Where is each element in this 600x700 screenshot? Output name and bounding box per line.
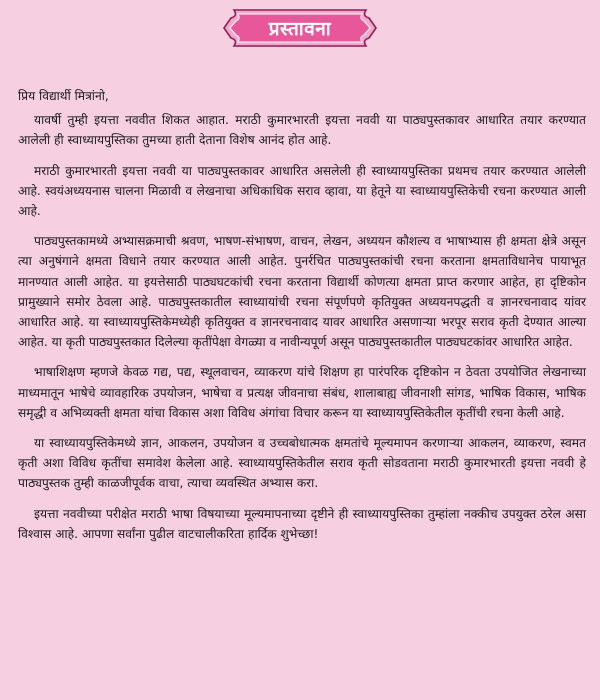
paragraph-1: यावर्षी तुम्ही इयत्ता नववीत शिकत आहात. मराठी कुमारभारती इयत्ता नववी या पाठ्यपुस्तकावर आधारित तयार करण्यात आलेली ही स्वाध्यायपुस्तिका तुमच्या हाती देताना विशेष आनंद होत आहे. bbox=[18, 113, 586, 148]
paragraph-3: पाठ्यपुस्तकामध्ये अभ्यासक्रमाची श्रवण, भाषण-संभाषण, वाचन, लेखन, अध्ययन कौशल्य व भाषाभ्यास ही क्षमता क्षेत्रे असून त्या अनुषंगाने क्षमता विधाने तयार करण्यात आली आहेत. पुनर्रचित पाठ्यपुस्तकांची रचना करताना क्षमताविधानेच पायाभूत मानण्यात आली आहेत. या इयत्तेसाठी पाठ्यघटकांची रचना करताना विद्यार्थी कोणत्या क्षमता प्राप्त करणार आहेत, हा दृष्टिकोन प्रामुख्याने समोर ठेवला आहे. पाठ्यपुस्तकातील स्वाध्यायांची रचना संपूर्णपणे कृतियुक्त अध्ययनपद्धती व ज्ञानरचनावाद यांवर आधारित आहे. या स्वाध्यायपुस्तिकेमध्येही कृतियुक्त व ज्ञानरचनावाद यावर आधारित असणाऱ्या भरपूर सराव कृती देण्यात आल्या आहेत. या कृती पाठ्यपुस्तकात दिलेल्या कृतींपेक्षा वेगळ्या व नावीन्यपूर्ण असून पाठ्यपुस्तकातील पाठ्यघटकांवर आधारित आहेत. bbox=[18, 234, 586, 350]
preface-body bbox=[18, 86, 586, 554]
title-banner bbox=[222, 8, 378, 48]
paragraph-5: या स्वाध्यायपुस्तिकेमध्ये ज्ञान, आकलन, उपयोजन व उच्चबोधात्मक क्षमतांचे मूल्यमापन करणाऱ्या आकलन, व्याकरण, स्वमत कृती अशा विविध कृतींचा समावेश केलेला आहे. स्वाध्यायपुस्तिकेतील सराव कृती सोडवताना मराठी कुमारभारती इयत्ता नववी हे पाठ्यपुस्तक तुम्ही काळजीपूर्वक वाचा, त्याचा व्यवस्थित अभ्यास करा. bbox=[18, 436, 586, 491]
page-title: प्रस्तावना bbox=[268, 18, 332, 40]
paragraph-6: इयत्ता नववीच्या परीक्षेत मराठी भाषा विषयाच्या मूल्यमापनाच्या दृष्टीने ही स्वाध्यायपुस्तिका तुम्हांला नक्कीच उपयुक्त ठरेल असा विश्वास आहे. आपणा सर्वांना पुढील वाटचालीकरिता हार्दिक शुभेच्छा! bbox=[18, 506, 586, 541]
greeting: प्रिय विद्यार्थी मित्रांनो, bbox=[18, 89, 109, 103]
page-header bbox=[0, 0, 600, 60]
paragraph-4: भाषाशिक्षण म्हणजे केवळ गद्य, पद्य, स्थूलवाचन, व्याकरण यांचे शिक्षण हा पारंपरिक दृष्टिकोन न ठेवता उपयोजित लेखनाच्या माध्यमातून भाषेचे व्यावहारिक उपयोजन, भाषेचा व प्रत्यक्ष जीवनाचा संबंध, शालाबाह्य जीवनाशी सांगड, भाषिक विकास, भाषिक समृद्धी व अभिव्यक्ती क्षमता यांचा विकास अशा विविध अंगांचा विचार करून या स्वाध्यायपुस्तिकेतील कृतींची रचना केली आहे. bbox=[18, 365, 586, 420]
paragraph-2: मराठी कुमारभारती इयत्ता नववी या पाठ्यपुस्तकावर आधारित असलेली ही स्वाध्यायपुस्तिका प्रथमच तयार करण्यात आलेली आहे. स्वयंअध्ययनास चालना मिळावी व लेखनाचा अधिकाधिक सराव व्हावा, या हेतूने या स्वाध्यायपुस्तिकेची रचना करण्यात आली आहे. bbox=[18, 163, 586, 219]
